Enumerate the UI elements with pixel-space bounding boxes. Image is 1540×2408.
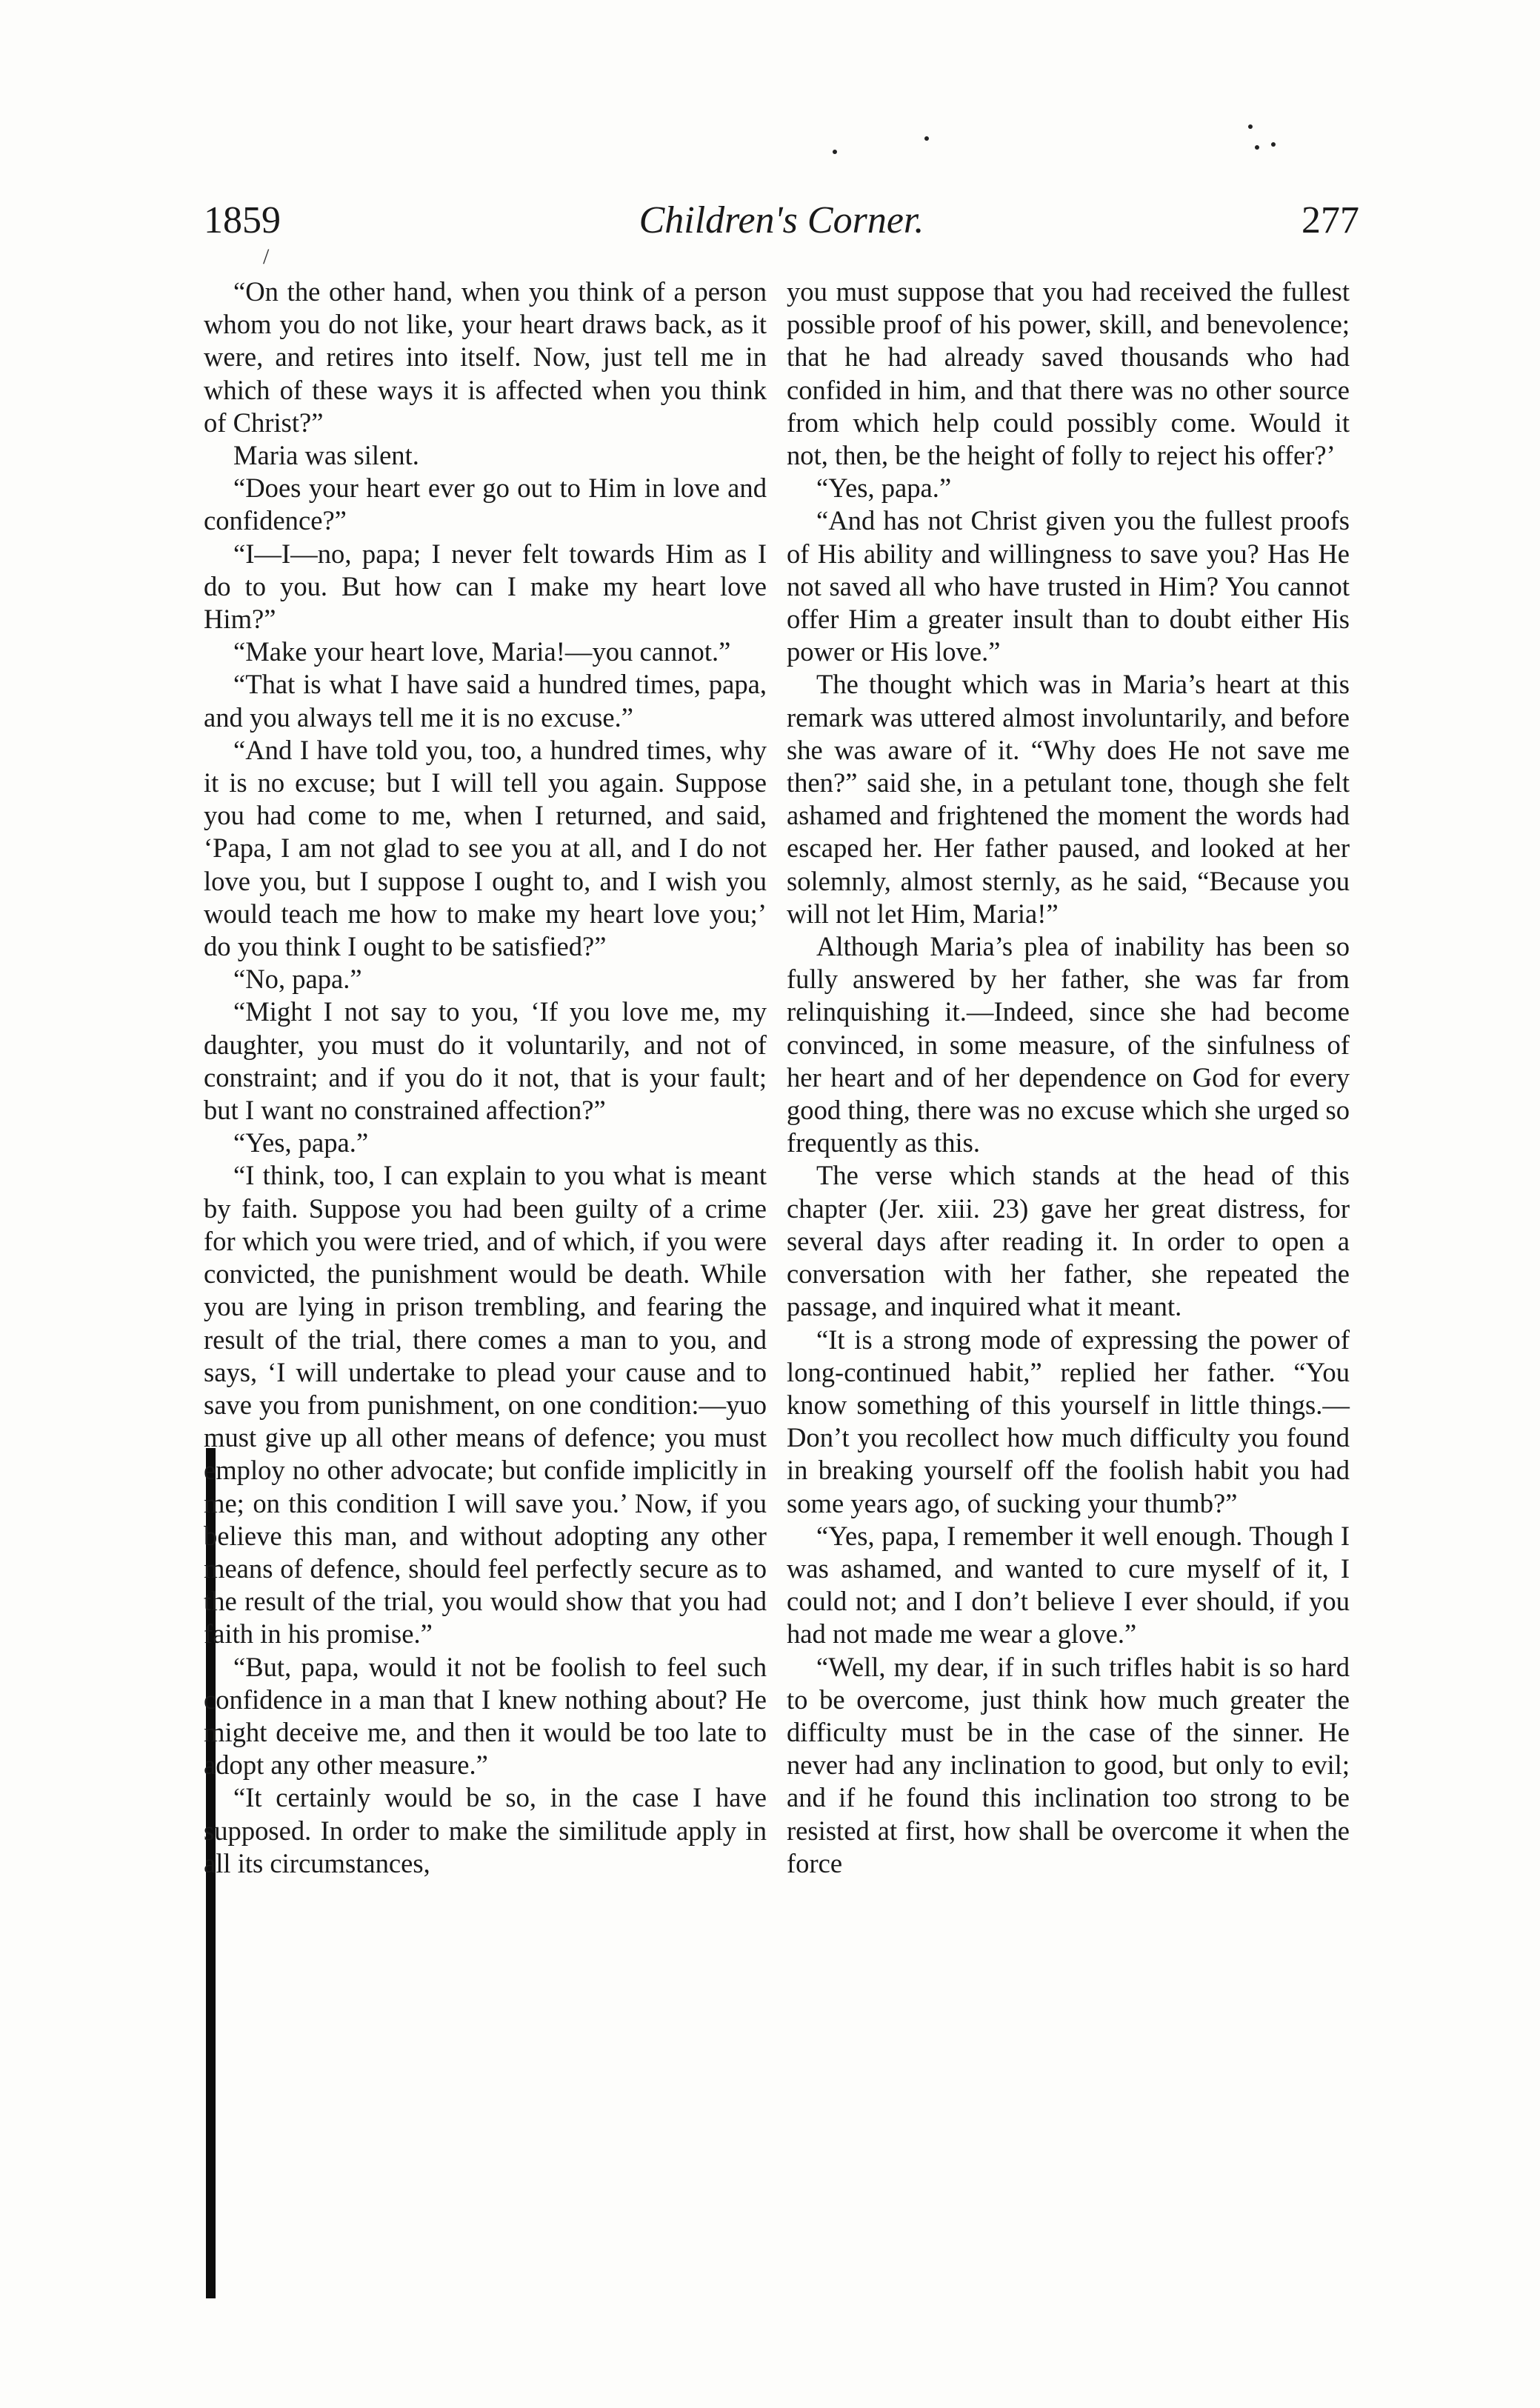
paragraph: “I—I—no, papa; I never felt towards Him as I do to you. But how can I make my heart love Him?”: [204, 538, 767, 635]
header-mark: /: [263, 244, 270, 269]
paragraph: “No, papa.”: [233, 964, 362, 995]
paragraph: “And has not Christ given you the fullest proofs of His ability and willingness to save you? Has He not saved all who have trusted in Him? You cannot offer Him a greater insult than to doubt either His power or His love.”: [787, 505, 1350, 667]
paragraph: The thought which was in Maria’s heart at this remark was uttered almost involuntarily, and before she was aware of it. “Why does He not save me then?” said she, in a petulant tone, though she felt ashamed and frightened the moment the words had escaped her. Her father paused, and looked at her solemnly, almost sternly, as he said, “Because you will not let Him, Maria!”: [787, 669, 1350, 929]
right-column: [787, 276, 1350, 1880]
paragraph: “Might I not say to you, ‘If you love me, my daughter, you must do it voluntarily, and not of constraint; and if you do it not, that is your fault; but I want no constrained affection?”: [204, 996, 767, 1126]
paragraph: “Well, my dear, if in such trifles habit is so hard to be overcome, just think how much greater the difficulty must be in the case of the sinner. He never had any inclination to good, but only to evil; and if he found this inclination too strong to be resisted at first, how shall be overcome it when the force: [787, 1651, 1350, 1878]
running-header: [204, 199, 1359, 269]
ink-speck: [1255, 145, 1259, 150]
paragraph: “It is a strong mode of expressing the power of long-continued habit,” replied her father. “You know something of this yourself in little things.—Don’t you recollect how much difficulty you found in breaking yourself off the foolish habit you had some years ago, of sucking your thumb?”: [787, 1324, 1350, 1518]
ink-speck: [924, 136, 929, 141]
header-year: 1859: [204, 199, 281, 241]
paragraph: “I think, too, I can explain to you what is meant by faith. Suppose you had been guilty of a crime for which you were tried, and of which, if you were convicted, the punishment would be death. While you are lying in prison trembling, and fearing the result of the trial, there comes a man to you, and says, ‘I will undertake to plead your cause and to save you from punishment, on one condition:—yuo must give up all other means of defence; you must employ no other advocate; but confide implicitly in me; on this condition I will save you.’ Now, if you believe this man, and without adopting any other means of defence, should feel perfectly secure as to the result of the trial, you would show that you had faith in his promise.”: [204, 1160, 767, 1650]
paragraph-continued: you must suppose that you had received the fullest possible proof of his power, skill, and benevolence; that he had already saved thousands who had confided in him, and that there was no other source from which help could possibly come. Would it not, then, be the height of folly to reject his offer?’: [787, 276, 1350, 471]
paragraph: “But, papa, would it not be foolish to feel such confidence in a man that I knew nothing about? He might deceive me, and then it would be too late to adopt any other measure.”: [204, 1651, 767, 1781]
page-number: 277: [1301, 199, 1359, 241]
ink-speck: [833, 150, 837, 154]
header-title: Children's Corner.: [639, 199, 924, 241]
ink-speck: [1271, 142, 1276, 147]
paragraph: Maria was silent.: [233, 440, 419, 471]
paragraph: “Make your heart love, Maria!—you cannot.”: [233, 636, 731, 667]
paragraph: “Yes, papa.”: [233, 1127, 369, 1158]
ink-speck: [1248, 124, 1253, 129]
paragraph: “On the other hand, when you think of a person whom you do not like, your heart draws back, as it were, and retires into itself. Now, just tell me in which of these ways it is affected when you think of Christ?”: [204, 276, 767, 438]
left-column: [204, 276, 767, 1880]
paragraph: Although Maria’s plea of inability has been so fully answered by her father, she was far from relinquishing it.—Indeed, since she had become convinced, in some measure, of the sinfulness of her heart and of her dependence on God for every good thing, there was no excuse which she urged so frequently as this.: [787, 931, 1350, 1158]
paragraph: “It certainly would be so, in the case I have supposed. In order to make the similitude apply in all its circumstances,: [204, 1782, 767, 1878]
paragraph: The verse which stands at the head of this chapter (Jer. xiii. 23) gave her great distress, for several days after reading it. In order to open a conversation with her father, she repeated the passage, and inquired what it meant.: [787, 1160, 1350, 1322]
paragraph: “Yes, papa.”: [816, 473, 952, 504]
paragraph: “Yes, papa, I remember it well enough. Though I was ashamed, and wanted to cure myself of it, I could not; and I don’t believe I ever should, if you had not made me wear a glove.”: [787, 1520, 1350, 1650]
print-specks: [830, 111, 1348, 170]
paragraph: “That is what I have said a hundred times, papa, and you always tell me it is no excuse.”: [204, 669, 767, 733]
paragraph: “Does your heart ever go out to Him in love and confidence?”: [204, 473, 767, 536]
paragraph: “And I have told you, too, a hundred times, why it is no excuse; but I will tell you again. Suppose you had come to me, when I returned, and said, ‘Papa, I am not glad to see you at all, and I do not love you, but I suppose I ought to, and I wish you would teach me how to make my heart love you;’ do you think I ought to be satisfied?”: [204, 734, 767, 962]
